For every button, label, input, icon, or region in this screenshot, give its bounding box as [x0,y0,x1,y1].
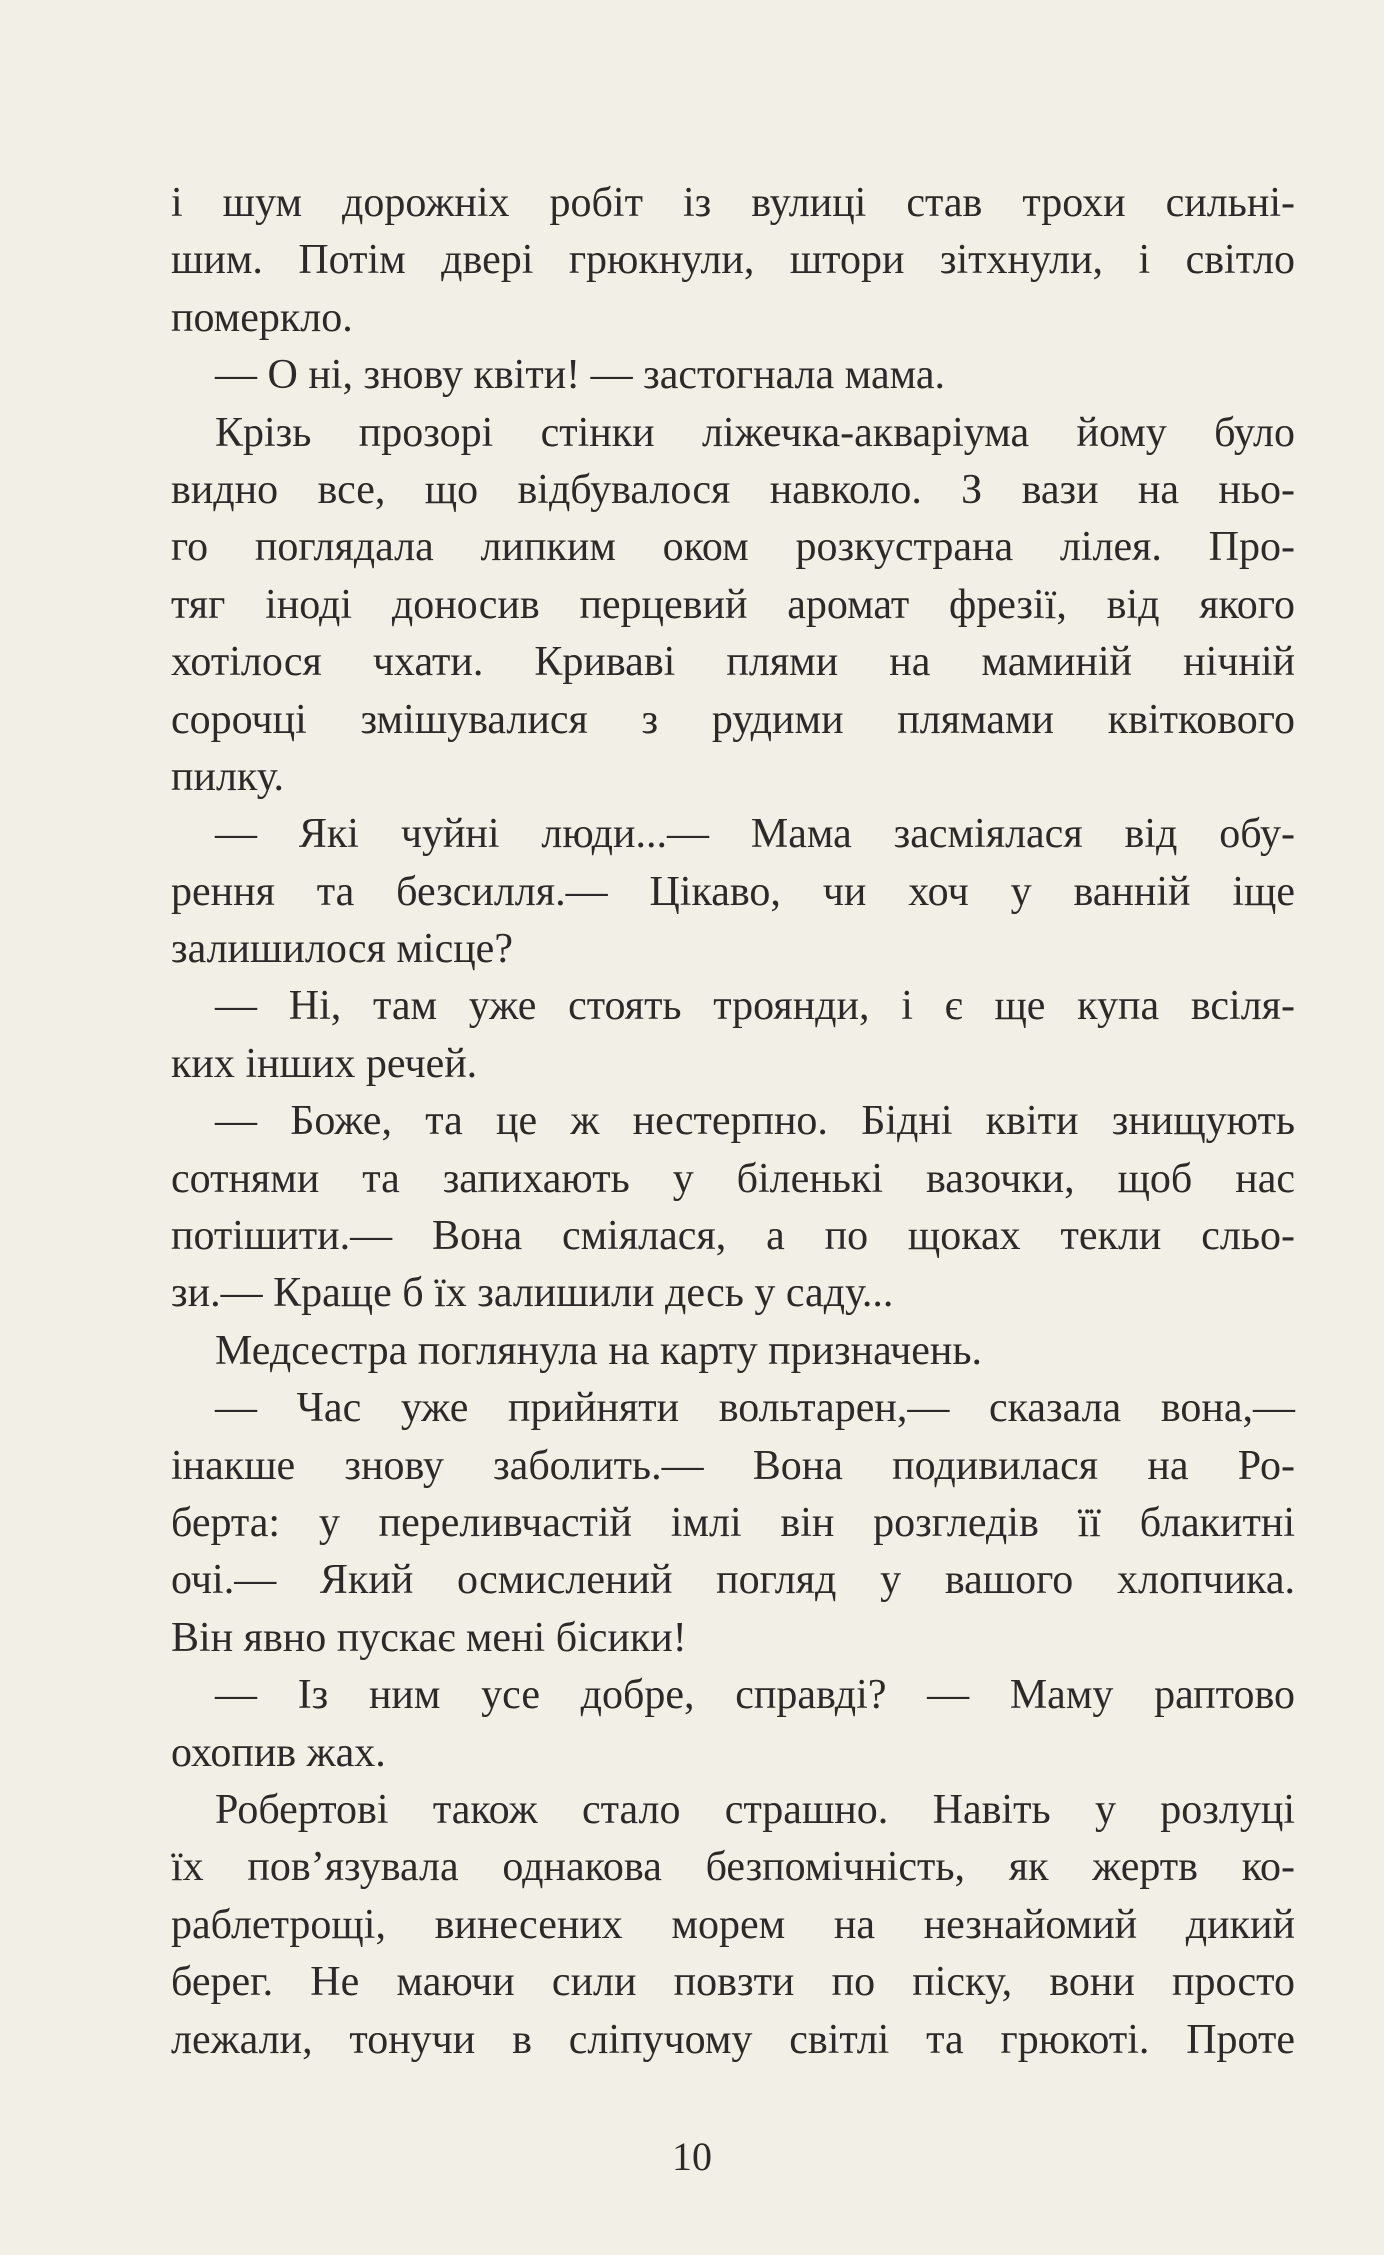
text-line: охопив жах. [171,1729,386,1776]
text-line: — Ні, там уже стоять троянди, і є ще купа всіля- [215,983,1295,1030]
text-line: Робертові також стало страшно. Навіть у розлуці [215,1786,1295,1833]
text-line: сотнями та запихають у біленькі вазочки, щоб нас [171,1155,1295,1202]
text-line: Крізь прозорі стінки ліжечка-акваріума йому було [215,409,1295,456]
text-line: — Боже, та це ж нестерпно. Бідні квіти знищують [215,1098,1295,1145]
text-line: очі.— Який осмислений погляд у вашого хлопчика. [171,1557,1295,1604]
text-line: ких інших речей. [171,1040,478,1087]
text-line: — Які чуйні люди...— Мама засміялася від обу- [215,811,1295,858]
text-line: тяг іноді доносив перцевий аромат фрезії, від якого [171,581,1295,628]
body-text [171,175,1295,2069]
text-line: інакше знову заболить.— Вона подивилася на Ро- [171,1442,1295,1489]
text-line: берта: у переливчастій імлі він розгледів її блакитні [171,1499,1295,1546]
text-line: і шум дорожніх робіт із вулиці став трохи сильні- [171,180,1295,226]
text-line: — О ні, знову квіти! — застогнала мама. [215,352,946,399]
text-line: зи.— Краще б їх залишили десь у саду... [171,1270,894,1317]
page-number: 10 [672,2134,712,2179]
text-line: їх пов’язувала однакова безпомічність, як жертв ко- [171,1844,1295,1891]
text-line: — Час уже прийняти вольтарен,— сказала вона,— [215,1385,1295,1432]
text-line: рення та безсилля.— Цікаво, чи хоч у ванній іще [171,868,1295,915]
text-line: лежали, тонучи в сліпучому світлі та грюкоті. Проте [171,2016,1295,2063]
text-line: видно все, що відбувалося навколо. З вази на ньо- [171,466,1295,513]
text-line: померкло. [171,294,353,341]
text-line: — Із ним усе добре, справді? — Маму раптово [215,1672,1295,1719]
text-line: сорочці змішувалися з рудими плямами квіткового [171,696,1295,743]
text-line: шим. Потім двері грюкнули, штори зітхнули, і світло [171,237,1295,284]
text-line: Він явно пускає мені бісики! [171,1614,687,1661]
text-line: Медсестра поглянула на карту призначень. [215,1327,982,1374]
text-line: потішити.— Вона сміялася, а по щоках текли сльо- [171,1213,1295,1260]
text-line: раблетрощі, винесених морем на незнайомий дикий [171,1901,1295,1948]
text-line: берег. Не маючи сили повзти по піску, вони просто [171,1959,1295,2006]
text-line: залишилося місце? [171,926,513,973]
text-line: пилку. [171,753,285,800]
text-line: го поглядала липким оком розкустрана лілея. Про- [171,524,1295,571]
text-line: хотілося чхати. Криваві плями на маминій нічній [171,639,1295,686]
